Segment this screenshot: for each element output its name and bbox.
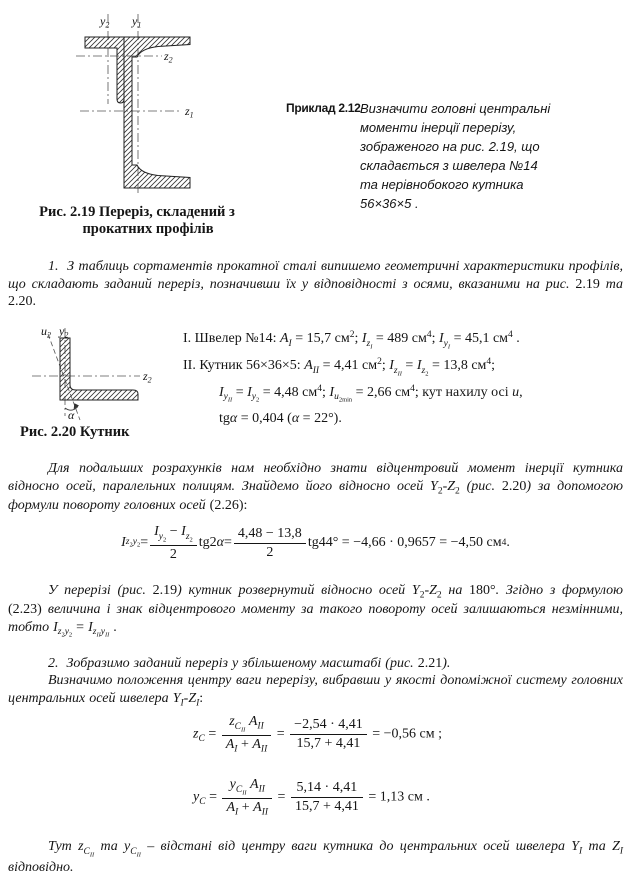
angle-profile-shape — [85, 37, 124, 103]
angle-properties-line-2: $I_{y_{II}} = I_{y_2} = 4,48$ $см^4$; $I_{u_{2min}} = 2,66$ $см^4$; кут нахилу осі u, — [219, 383, 523, 404]
angle-properties-line-3: tgα = 0,404 (α = 22°). — [219, 411, 342, 427]
axis-z2-label: $z_2$ — [143, 369, 152, 385]
alpha-arrowhead — [74, 403, 79, 409]
example-label: Приклад 2.12 — [286, 101, 361, 115]
axis-u2-label: $u_2$ — [41, 324, 51, 340]
figure-2-20-caption: Рис. 2.20 Кутник — [20, 424, 130, 440]
channel-properties-line: І. Швелер №14: $A_I = 15,7$ $см^2$; $I_{z_I} = 489$ $см^4$; $I_{y_I} = 45,1$ $см^4$ . — [183, 330, 520, 351]
example-line: 56×36×5 . — [360, 196, 419, 211]
axis-y1-label: $y_1$ — [132, 14, 142, 30]
caption-2-19-line2: прокатних профілів — [82, 221, 214, 237]
paragraph-5: Визначимо положення центру ваги перерізу, вибравши у якості допоміжної систему головних центральних осей швелера $Y_I-Z_I$: — [8, 673, 623, 709]
axis-z2-label: $z_2$ — [164, 49, 173, 65]
channel-profile-shape — [124, 37, 190, 188]
example-2-12-block — [286, 99, 630, 213]
figure-2-20-angle-drawing — [28, 324, 162, 426]
example-line: моменти інерції перерізу, — [360, 120, 517, 135]
formula-yc-centroid: $y_C$ = $\frac{y_{C_{II}} A_{II}}{A_I + A_{II}}$ = $\frac{5,14 \cdot 4,41}{15,7 + 4,41}$ = 1,13 см . — [193, 777, 430, 818]
paragraph-6: Тут $z_{C_{II}}$ та $y_{C_{II}}$ – відстані від центру ваги кутника до центральних осей швелера $Y_I$ та $Z_I$ відповідно. — [8, 839, 624, 875]
formula-zc-centroid: $z_C$ = $\frac{z_{C_{II}} A_{II}}{A_I + A_{II}}$ = $\frac{-2,54 \cdot 4,41}{15,7 + 4,41}$ = −0,56 см ; — [193, 714, 442, 755]
axis-y2-label: $y_2$ — [100, 14, 110, 30]
example-text — [360, 99, 630, 213]
sortament-data-block — [183, 331, 631, 434]
figure-2-19-caption — [12, 204, 262, 238]
example-line: та нерівнобокого кутника — [360, 177, 524, 192]
axis-z1-label: $z_1$ — [185, 104, 194, 120]
paragraph-1: 1. З таблиць сортаментів прокатної сталі випишемо геометричні характеристики профілів, що складають заданий переріз, позначивши їх у відповідності з осями, вказаними на рис. 2.19 та 2.20. — [8, 259, 624, 310]
figure-2-19-section-drawing — [28, 4, 242, 206]
angle-properties-line-1: ІІ. Кутник 56×36×5: $A_{II} = 4,41$ $см^2$; $I_{z_{II}} = I_{z_2} = 13,8$ $см^4$; — [183, 356, 496, 378]
alpha-label: α — [68, 408, 75, 422]
example-line: складається з швелера №14 — [360, 158, 538, 173]
example-line: Визначити головні центральні — [360, 101, 551, 116]
paragraph-4: 2. Зобразимо заданий переріз у збільшеному масштабі (рис. 2.21). — [48, 656, 451, 671]
paragraph-3: У перерізі (рис. 2.19) кутник розвернутий відносно осей $Y_2-Z_2$ на 180°. Згідно з формулою (2.23) величина і знак відцентрового моменту за такого повороту осей залишаються незмінними, тобто $I_{z_2y_2} = I_{z_{II}y_{II}}$ . — [8, 583, 624, 639]
caption-2-19-line1: Рис. 2.19 Переріз, складений з — [39, 204, 235, 220]
angle-section-shape — [60, 338, 138, 400]
formula-izy-rotation: I $z_2y_2$ = $\frac{I_{y_2} - I_{z_2}}{2}$ tg2 α = $\frac{4,48 - 13,8}{2}$ tg44° = −4,66 · 0,9657 = −4,50 см 4 . — [121, 524, 510, 562]
axis-y2-label: $y_2$ — [59, 324, 69, 340]
paragraph-2: Для подальших розрахунків нам необхідно знати відцентровий момент інерції кутника відносно осей, паралельних полицям. Знайдемо його відносно осей $Y_2-Z_2$ (рис. 2.20) за допомогою формули повороту головних осей (2.26): — [8, 461, 623, 513]
example-line: зображеного на рис. 2.19, що — [360, 139, 540, 154]
